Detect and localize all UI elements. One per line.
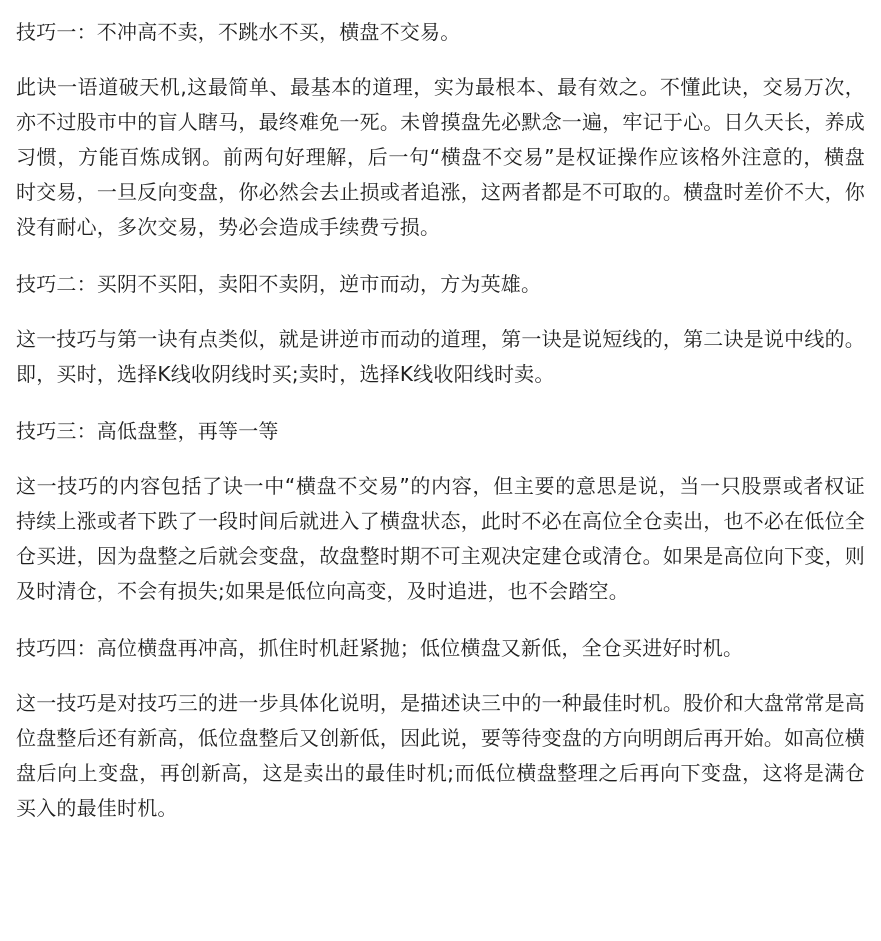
tip-1-heading: 技巧一：不冲高不卖，不跳水不买，横盘不交易。 (16, 20, 461, 44)
tip-2-heading: 技巧二：买阴不买阳，卖阳不卖阴，逆市而动，方为英雄。 (16, 272, 542, 296)
tip-4-heading: 技巧四：高位横盘再冲高，抓住时机赶紧抛；低位横盘又新低，全仓买进好时机。 (16, 636, 744, 660)
tip-3-heading: 技巧三：高低盘整，再等一等 (16, 419, 279, 443)
tip-2-explanation: 这一技巧与第一诀有点类似，就是讲逆市而动的道理，第一诀是说短线的，第二诀是说中线的。即，买时，选择K线收阴线时买;卖时，选择K线收阳线时卖。 (16, 327, 865, 386)
tip-4-explanation: 这一技巧是对技巧三的进一步具体化说明，是描述诀三中的一种最佳时机。股价和大盘常常是高位盘整后还有新高，低位盘整后又创新低，因此说，要等待变盘的方向明朗后再开始。如高位横盘后向上变盘，再创新高，这是卖出的最佳时机;而低位横盘整理之后再向下变盘，这将是满仓买入的最佳时机。 (16, 691, 865, 820)
tip-3-explanation: 这一技巧的内容包括了诀一中“横盘不交易”的内容，但主要的意思是说，当一只股票或者权证持续上涨或者下跌了一段时间后就进入了横盘状态，此时不必在高位全仓卖出，也不必在低位全仓买进，因为盘整之后就会变盘，故盘整时期不可主观决定建仓或清仓。如果是高位向下变，则及时清仓，不会有损失;如果是低位向高变，及时追进，也不会踏空。 (16, 474, 865, 603)
tip-1-explanation: 此诀一语道破天机,这最简单、最基本的道理，实为最根本、最有效之。不懂此诀，交易万次，亦不过股市中的盲人瞎马，最终难免一死。未曾摸盘先必默念一遍，牢记于心。日久天长，养成习惯，方能百炼成钢。前两句好理解，后一句“横盘不交易”是权证操作应该格外注意的，横盘时交易，一旦反向变盘，你必然会去止损或者追涨，这两者都是不可取的。横盘时差价不大，你没有耐心，多次交易，势必会造成手续费亏损。 (16, 75, 865, 239)
